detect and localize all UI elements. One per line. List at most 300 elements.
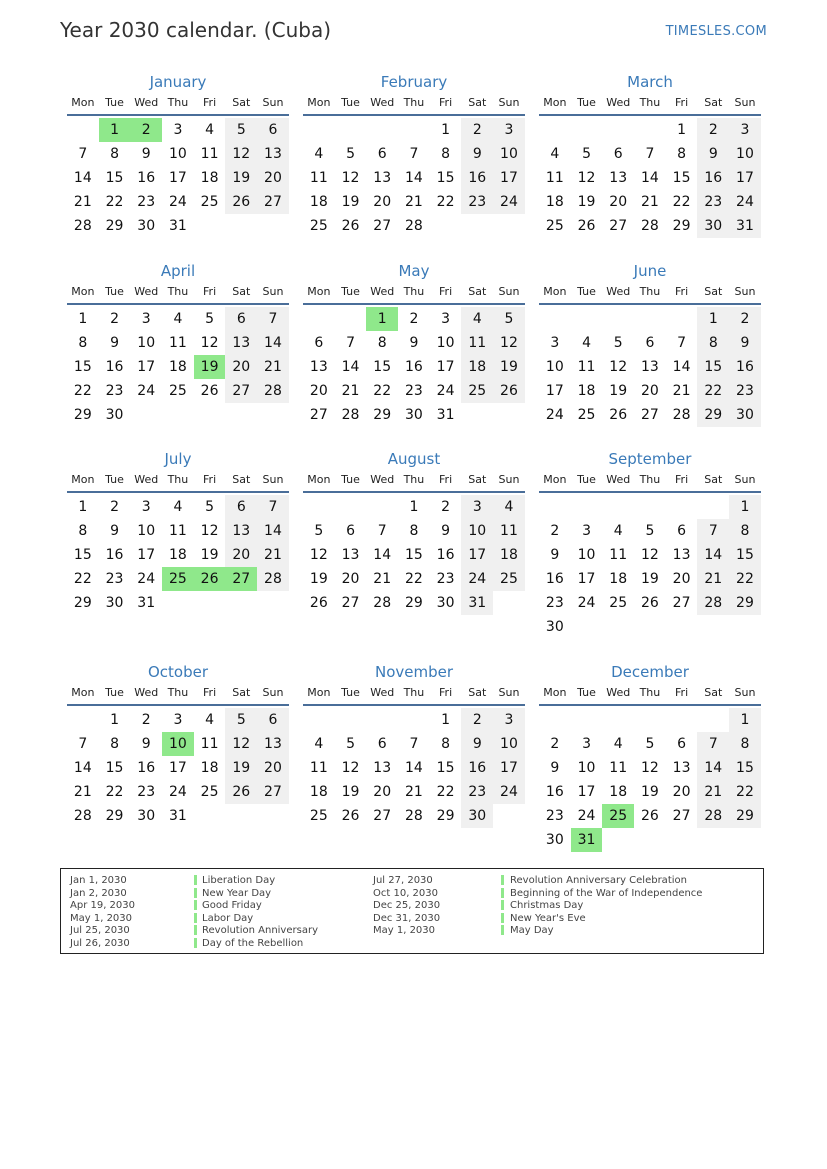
day-cell: 20 (309, 383, 328, 399)
day-cell: 10 (493, 732, 525, 756)
day-cell: 11 (461, 331, 493, 355)
day-cell: 13 (373, 170, 392, 186)
day-cell: 27 (373, 808, 392, 824)
day-cell: 3 (461, 495, 493, 519)
weekday-label: Tue (105, 96, 124, 109)
weekday-label: Sat (704, 686, 723, 699)
day-cell: 18 (309, 784, 328, 800)
day-cell: 4 (582, 335, 591, 351)
weekday-label: Sat (468, 686, 487, 699)
day-cell: 16 (461, 756, 493, 780)
day-cell: 18 (200, 760, 219, 776)
day-cell: 26 (341, 808, 360, 824)
day-cell: 20 (672, 571, 691, 587)
month-march (539, 72, 761, 238)
day-cell: 8 (377, 335, 387, 351)
day-cell: 26 (493, 379, 525, 403)
month-name: December (611, 663, 689, 681)
day-cell: 14 (257, 519, 289, 543)
legend-holiday-name: Revolution Anniversary (202, 925, 318, 936)
day-cell: 28 (341, 407, 360, 423)
month-name: January (149, 73, 207, 91)
day-grid (303, 307, 525, 427)
day-cell: 17 (577, 784, 596, 800)
day-cell: 12 (200, 335, 219, 351)
day-cell: 20 (257, 756, 289, 780)
legend-date: May 1, 2030 (70, 912, 133, 924)
legend-date: Jan 2, 2030 (70, 887, 127, 899)
weekday-label: Fri (439, 473, 453, 486)
weekday-label: Sun (498, 473, 520, 486)
day-cell: 22 (436, 194, 455, 210)
weekday-label: Mon (543, 285, 567, 298)
day-cell: 27 (225, 379, 257, 403)
day-cell: 9 (441, 523, 451, 539)
day-cell: 5 (346, 736, 355, 752)
day-cell: 19 (225, 166, 257, 190)
weekday-label: Wed (606, 686, 631, 699)
day-cell: 4 (613, 736, 623, 752)
weekday-label: Sun (262, 96, 284, 109)
day-cell: 12 (493, 331, 525, 355)
day-cell: 22 (73, 383, 92, 399)
day-cell: 26 (341, 218, 360, 234)
day-cell: 11 (609, 547, 628, 563)
day-cell: 17 (461, 543, 493, 567)
day-cell: 24 (137, 383, 156, 399)
day-cell: 23 (137, 784, 156, 800)
weekday-label: Sun (498, 686, 520, 699)
day-cell: 11 (309, 760, 328, 776)
day-cell: 4 (461, 307, 493, 331)
day-cell: 25 (609, 595, 628, 611)
day-cell: 2 (729, 307, 761, 331)
day-cell: 9 (550, 547, 560, 563)
day-grid (539, 495, 761, 639)
day-cell: 27 (609, 218, 628, 234)
day-cell: 16 (137, 170, 156, 186)
day-cell: 24 (729, 190, 761, 214)
day-cell: 14 (404, 170, 423, 186)
day-cell: 13 (609, 170, 628, 186)
weekday-header (303, 685, 525, 706)
weekday-header (303, 95, 525, 116)
weekday-label: Sat (232, 686, 251, 699)
day-cell: 24 (461, 567, 493, 591)
day-cell: 11 (168, 335, 187, 351)
day-cell: 30 (697, 214, 729, 238)
day-cell: 6 (613, 146, 623, 162)
day-cell: 5 (645, 736, 655, 752)
weekday-label: Wed (370, 473, 395, 486)
day-cell: 18 (168, 547, 187, 563)
day-cell: 4 (613, 523, 623, 539)
day-cell: 26 (609, 407, 628, 423)
month-december (539, 662, 761, 852)
day-cell: 20 (257, 166, 289, 190)
brand-link[interactable]: TIMESLES.COM (665, 24, 767, 39)
day-cell: 25 (493, 567, 525, 591)
day-cell: 25 (461, 379, 493, 403)
weekday-label: Wed (370, 96, 395, 109)
day-cell: 13 (341, 547, 360, 563)
empty-cell (539, 495, 571, 519)
day-cell: 2 (697, 118, 729, 142)
weekday-header (539, 685, 761, 706)
day-cell: 10 (168, 146, 187, 162)
weekday-label: Thu (639, 96, 661, 109)
day-cell: 21 (404, 194, 423, 210)
day-cell: 7 (697, 519, 729, 543)
day-cell: 12 (577, 170, 596, 186)
day-cell: 15 (73, 547, 92, 563)
day-cell: 1 (78, 311, 88, 327)
day-cell: 6 (314, 335, 324, 351)
day-grid (67, 118, 289, 238)
day-cell: 16 (105, 547, 124, 563)
day-cell: 11 (200, 146, 219, 162)
day-cell: 19 (341, 194, 360, 210)
holiday-legend (60, 868, 764, 954)
legend-holiday-name: New Year's Eve (510, 912, 586, 924)
day-cell: 19 (341, 784, 360, 800)
empty-cell (634, 495, 666, 519)
day-cell: 3 (493, 118, 525, 142)
day-cell: 8 (409, 523, 419, 539)
day-cell: 30 (105, 595, 124, 611)
day-cell: 26 (225, 780, 257, 804)
empty-cell (366, 495, 398, 519)
weekday-label: Mon (71, 686, 95, 699)
day-cell: 21 (373, 571, 392, 587)
day-cell: 13 (257, 142, 289, 166)
holiday-day-cell: 31 (571, 828, 603, 852)
day-cell: 9 (729, 331, 761, 355)
day-grid (67, 708, 289, 828)
day-cell: 22 (105, 194, 124, 210)
empty-cell (539, 307, 571, 331)
day-cell: 22 (404, 571, 423, 587)
day-cell: 3 (141, 311, 151, 327)
day-cell: 21 (257, 355, 289, 379)
day-cell: 16 (461, 166, 493, 190)
empty-cell (571, 495, 603, 519)
day-cell: 24 (436, 383, 455, 399)
weekday-label: Mon (71, 285, 95, 298)
day-cell: 16 (729, 355, 761, 379)
day-cell: 19 (309, 571, 328, 587)
day-cell: 9 (141, 736, 151, 752)
day-cell: 13 (640, 359, 659, 375)
day-cell: 10 (137, 335, 156, 351)
weekday-label: Tue (341, 473, 360, 486)
day-cell: 15 (436, 170, 455, 186)
weekday-label: Mon (543, 686, 567, 699)
day-cell: 27 (672, 808, 691, 824)
day-cell: 23 (137, 194, 156, 210)
day-cell: 21 (697, 780, 729, 804)
day-cell: 14 (672, 359, 691, 375)
day-cell: 27 (341, 595, 360, 611)
day-cell: 26 (577, 218, 596, 234)
day-cell: 28 (73, 218, 92, 234)
month-name: June (633, 262, 667, 280)
day-cell: 9 (141, 146, 151, 162)
weekday-label: Wed (606, 96, 631, 109)
holiday-day-cell: 1 (366, 307, 398, 331)
day-cell: 25 (545, 218, 564, 234)
weekday-label: Sat (468, 285, 487, 298)
day-cell: 31 (436, 407, 455, 423)
day-cell: 2 (110, 311, 119, 327)
weekday-header (67, 95, 289, 116)
day-cell: 10 (545, 359, 564, 375)
day-cell: 13 (309, 359, 328, 375)
day-cell: 12 (225, 732, 257, 756)
day-cell: 9 (110, 523, 119, 539)
weekday-label: Sat (468, 96, 487, 109)
day-cell: 21 (697, 567, 729, 591)
legend-holiday-name: Labor Day (202, 912, 254, 924)
day-cell: 15 (697, 355, 729, 379)
day-cell: 14 (404, 760, 423, 776)
day-cell: 17 (729, 166, 761, 190)
empty-cell (398, 118, 430, 142)
empty-cell (335, 708, 367, 732)
day-cell: 3 (550, 335, 560, 351)
day-cell: 25 (309, 218, 328, 234)
day-cell: 7 (645, 146, 655, 162)
day-cell: 7 (257, 495, 289, 519)
empty-cell (67, 708, 99, 732)
empty-cell (602, 708, 634, 732)
weekday-label: Mon (307, 473, 331, 486)
day-cell: 7 (677, 335, 687, 351)
day-cell: 28 (404, 808, 423, 824)
legend-holiday-name: Day of the Rebellion (202, 937, 304, 949)
empty-cell (303, 307, 335, 331)
day-cell: 3 (493, 708, 525, 732)
day-cell: 5 (205, 311, 215, 327)
day-cell: 18 (577, 383, 596, 399)
day-cell: 20 (672, 784, 691, 800)
day-cell: 13 (225, 519, 257, 543)
day-cell: 12 (225, 142, 257, 166)
day-cell: 1 (729, 708, 761, 732)
day-cell: 16 (436, 547, 455, 563)
legend-holiday-marker (501, 875, 504, 950)
day-cell: 4 (205, 122, 215, 138)
weekday-label: Thu (639, 285, 661, 298)
day-cell: 5 (493, 307, 525, 331)
day-cell: 31 (729, 214, 761, 238)
day-cell: 16 (545, 784, 564, 800)
legend-date: Dec 25, 2030 (373, 900, 441, 911)
day-cell: 18 (545, 194, 564, 210)
day-cell: 9 (550, 760, 560, 776)
weekday-header (539, 95, 761, 116)
weekday-label: Thu (403, 473, 425, 486)
day-cell: 4 (205, 712, 215, 728)
day-cell: 3 (173, 712, 183, 728)
day-cell: 10 (577, 760, 596, 776)
day-cell: 30 (545, 832, 564, 848)
day-cell: 4 (314, 736, 324, 752)
day-cell: 11 (493, 519, 525, 543)
empty-cell (539, 118, 571, 142)
weekday-label: Sat (704, 473, 723, 486)
day-cell: 19 (225, 756, 257, 780)
weekday-label: Sat (232, 96, 251, 109)
day-cell: 18 (168, 359, 187, 375)
weekday-label: Fri (675, 473, 689, 486)
day-cell: 29 (404, 595, 423, 611)
holiday-day-cell: 25 (162, 567, 194, 591)
day-cell: 6 (257, 118, 289, 142)
empty-cell (539, 708, 571, 732)
day-cell: 23 (436, 571, 455, 587)
day-cell: 13 (672, 760, 691, 776)
weekday-label: Fri (439, 96, 453, 109)
month-july (67, 449, 289, 615)
day-cell: 23 (461, 780, 493, 804)
weekday-label: Wed (134, 686, 159, 699)
weekday-header (67, 284, 289, 305)
empty-cell (602, 495, 634, 519)
day-cell: 3 (582, 736, 591, 752)
day-cell: 4 (173, 499, 183, 515)
weekday-label: Wed (606, 473, 631, 486)
legend-date: Jul 27, 2030 (373, 875, 433, 886)
day-cell: 12 (309, 547, 328, 563)
day-cell: 24 (137, 571, 156, 587)
weekday-label: Wed (370, 285, 395, 298)
day-cell: 20 (341, 571, 360, 587)
day-cell: 19 (640, 784, 659, 800)
weekday-label: Thu (639, 686, 661, 699)
day-cell: 10 (729, 142, 761, 166)
day-cell: 4 (550, 146, 560, 162)
day-cell: 27 (672, 595, 691, 611)
month-name: November (374, 663, 454, 681)
day-cell: 28 (257, 567, 289, 591)
day-cell: 31 (168, 218, 187, 234)
day-cell: 7 (409, 736, 419, 752)
day-cell: 23 (105, 571, 124, 587)
day-cell: 27 (640, 407, 659, 423)
day-cell: 8 (441, 146, 451, 162)
holiday-day-cell: 19 (194, 355, 226, 379)
day-cell: 18 (461, 355, 493, 379)
day-cell: 16 (137, 760, 156, 776)
day-cell: 26 (309, 595, 328, 611)
empty-cell (697, 495, 729, 519)
day-cell: 18 (609, 571, 628, 587)
day-cell: 12 (640, 547, 659, 563)
day-cell: 6 (257, 708, 289, 732)
day-cell: 21 (341, 383, 360, 399)
day-cell: 22 (672, 194, 691, 210)
weekday-header (303, 472, 525, 493)
day-cell: 8 (729, 732, 761, 756)
empty-cell (366, 708, 398, 732)
weekday-label: Sun (262, 686, 284, 699)
day-cell: 5 (346, 146, 355, 162)
weekday-label: Tue (341, 96, 360, 109)
day-cell: 19 (640, 571, 659, 587)
day-cell: 1 (441, 122, 451, 138)
day-cell: 29 (373, 407, 392, 423)
month-name: May (398, 262, 430, 280)
day-cell: 7 (78, 736, 88, 752)
weekday-label: Wed (606, 285, 631, 298)
day-cell: 15 (73, 359, 92, 375)
day-cell: 30 (729, 403, 761, 427)
day-cell: 3 (441, 311, 451, 327)
legend-left-names (202, 875, 318, 950)
empty-cell (666, 708, 698, 732)
legend-holiday-name: Revolution Anniversary Celebration (510, 875, 687, 886)
day-grid (67, 307, 289, 427)
day-grid (303, 708, 525, 828)
weekday-label: Sat (232, 285, 251, 298)
day-cell: 17 (493, 166, 525, 190)
day-cell: 3 (141, 499, 151, 515)
day-cell: 8 (677, 146, 687, 162)
month-name: July (164, 450, 192, 468)
day-cell: 7 (257, 307, 289, 331)
day-cell: 3 (173, 122, 183, 138)
day-cell: 24 (577, 808, 596, 824)
day-cell: 23 (545, 595, 564, 611)
weekday-label: Fri (675, 686, 689, 699)
day-cell: 10 (137, 523, 156, 539)
day-cell: 9 (697, 142, 729, 166)
day-cell: 17 (168, 760, 187, 776)
day-cell: 17 (577, 571, 596, 587)
day-cell: 2 (409, 311, 419, 327)
day-cell: 29 (672, 218, 691, 234)
day-cell: 14 (73, 170, 92, 186)
day-cell: 4 (173, 311, 183, 327)
weekday-label: Fri (203, 473, 217, 486)
day-cell: 12 (200, 523, 219, 539)
month-name: September (608, 450, 692, 468)
day-cell: 27 (257, 780, 289, 804)
day-cell: 20 (373, 194, 392, 210)
day-cell: 17 (545, 383, 564, 399)
legend-holiday-name: May Day (510, 925, 554, 936)
day-cell: 17 (436, 359, 455, 375)
day-cell: 2 (141, 712, 151, 728)
weekday-label: Sun (734, 96, 756, 109)
weekday-header (539, 284, 761, 305)
weekday-label: Fri (439, 285, 453, 298)
day-cell: 29 (697, 403, 729, 427)
day-cell: 13 (672, 547, 691, 563)
day-cell: 9 (461, 732, 493, 756)
day-cell: 6 (377, 146, 387, 162)
empty-cell (634, 708, 666, 732)
empty-cell (697, 708, 729, 732)
day-cell: 17 (493, 756, 525, 780)
day-cell: 1 (110, 712, 119, 728)
weekday-label: Tue (105, 686, 124, 699)
holiday-day-cell: 1 (99, 118, 131, 142)
holiday-day-cell: 27 (225, 567, 257, 591)
day-grid (539, 118, 761, 238)
day-cell: 21 (404, 784, 423, 800)
